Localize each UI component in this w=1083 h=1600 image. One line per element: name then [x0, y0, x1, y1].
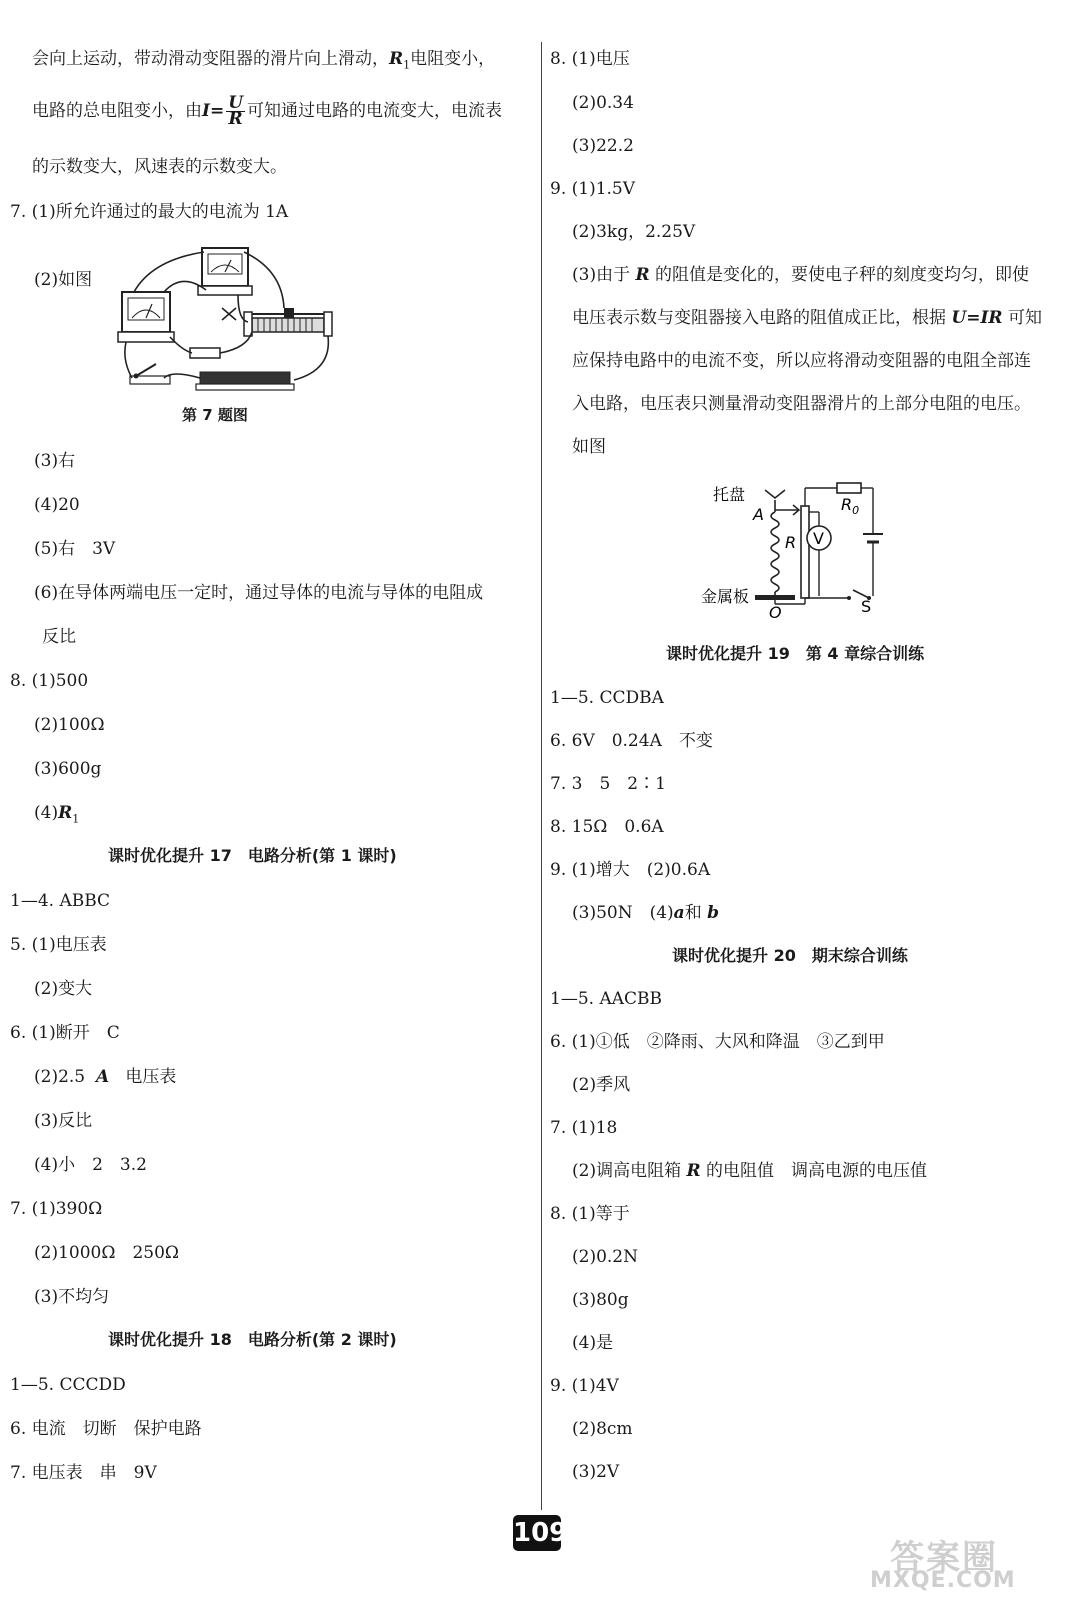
- q7-part-2: (2)如图: [34, 270, 93, 290]
- intro-line-1: [32, 48, 495, 76]
- label-tray: 托盘: [713, 485, 746, 504]
- intro-text-2a: 电路的总电阻变小，由: [32, 101, 202, 121]
- q7-figure-caption: 第 7 题图: [182, 406, 248, 424]
- q8-part-2: (2)100Ω: [34, 715, 105, 735]
- s17-q7-part-2: (2)1000Ω 250Ω: [34, 1243, 179, 1263]
- s17-q5-part-2: (2)变大: [34, 979, 93, 999]
- metal-plate-icon: [755, 595, 795, 600]
- section-heading-20: 课时优化提升 20 期末综合训练: [672, 946, 908, 965]
- q7-part-6-line-1: (6)在导体两端电压一定时，通过导体的电流与导体的电阻成: [34, 583, 484, 603]
- s18-q6: 6. 电流 切断 保护电路: [10, 1419, 202, 1439]
- s18-answers-1-5: 1—5. CCCDD: [10, 1375, 126, 1395]
- ammeter-icon: [118, 292, 174, 342]
- rheostat-r-icon: [801, 506, 809, 598]
- page-number: 109: [513, 1515, 561, 1551]
- q9-circuit-figure: [701, 478, 888, 622]
- s17-q6-part-3: (3)反比: [34, 1111, 93, 1131]
- spring-icon: [771, 500, 779, 596]
- q8-part-4-subscript: 1: [72, 812, 80, 826]
- s17-q6-part-2-value: (2)2.5: [34, 1067, 86, 1087]
- apparatus-drawing: [112, 240, 342, 400]
- label-metal-plate: 金属板: [701, 587, 750, 606]
- q9-3-r-symbol: R: [635, 265, 650, 285]
- voltmeter-icon: [198, 248, 252, 295]
- tray-icon: [765, 490, 785, 498]
- s17-q5-part-1: 5. (1)电压表: [10, 935, 107, 955]
- s20-q8-part-1: 8. (1)等于: [550, 1204, 630, 1224]
- intro-text-1b: 电阻变小，: [410, 49, 496, 69]
- label-s: S: [861, 597, 872, 616]
- s19-q9-line-1: 9. (1)增大 (2)0.6A: [550, 860, 711, 880]
- s19-q6: 6. 6V 0.24A 不变: [550, 731, 713, 751]
- label-r0-letter: R: [841, 495, 853, 514]
- q8-part-4: [34, 802, 79, 830]
- s20-q8-part-2: (2)0.2N: [572, 1247, 638, 1267]
- s20-q7-part-2: [572, 1160, 927, 1182]
- s20-q7-part-1: 7. (1)18: [550, 1118, 618, 1138]
- s20-q6-part-1: 6. (1)①低 ②降雨、大风和降温 ③乙到甲: [550, 1032, 885, 1052]
- q9-3-text-b: 的阻值是变化的，要使电子秤的刻度变均匀，即使: [655, 265, 1030, 285]
- s17-q7-part-1: 7. (1)390Ω: [10, 1199, 103, 1219]
- formula-fraction: [226, 93, 245, 129]
- r-q9-part-3-line-5: 如图: [572, 437, 606, 457]
- intro-r1-symbol: R: [389, 49, 404, 69]
- label-a: A: [753, 505, 764, 524]
- q7-part-1: 7. (1)所允许通过的最大的电流为 1A: [10, 202, 289, 222]
- s20-q7-text-b: 的电阻值 调高电源的电压值: [706, 1161, 928, 1181]
- s19-q9-and: 和: [684, 903, 702, 923]
- s19-q9-letter-b: b: [707, 903, 719, 923]
- s17-q6-part-4: (4)小 2 3.2: [34, 1155, 147, 1175]
- s19-q8: 8. 15Ω 0.6A: [550, 817, 664, 837]
- q7-part-3: (3)右: [34, 451, 76, 471]
- formula-denominator: R: [228, 109, 243, 129]
- r-q8-part-1: 8. (1)电压: [550, 49, 630, 69]
- r-q9-part-1: 9. (1)1.5V: [550, 179, 636, 199]
- s19-q9-letter-a: a: [673, 903, 685, 923]
- intro-line-2: [32, 93, 503, 129]
- s20-q8-part-3: (3)80g: [572, 1290, 629, 1310]
- s20-q8-part-4: (4)是: [572, 1333, 614, 1353]
- s20-q7-text-a: (2)调高电阻箱: [572, 1161, 682, 1181]
- intro-text-2b: 可知通过电路的电流变大，电流表: [247, 101, 503, 121]
- s17-q6-part-1: 6. (1)断开 C: [10, 1023, 120, 1043]
- switch-icon: [130, 364, 170, 384]
- resistor-icon: [190, 348, 220, 358]
- q7-part-5: (5)右 3V: [34, 539, 116, 559]
- r-q9-part-3-line-3: 应保持电路中的电流不变，所以应将滑动变阻器的电阻全部连: [572, 351, 1031, 371]
- intro-text-1a: 会向上运动，带动滑动变阻器的滑片向上滑动，: [32, 49, 389, 69]
- intro-line-3: 的示数变大，风速表的示数变大。: [32, 157, 287, 177]
- label-r0: [841, 495, 859, 517]
- column-divider: [541, 42, 542, 1510]
- r-q9-part-3-line-4: 入电路，电压表只测量滑动变阻器滑片的上部分电阻的电压。: [572, 394, 1031, 414]
- s20-q7-r-symbol: R: [686, 1161, 701, 1181]
- q9-3-text-a: (3)由于: [572, 265, 631, 285]
- circuit-drawing: [701, 478, 888, 622]
- r-q8-part-3: (3)22.2: [572, 136, 634, 156]
- s20-q6-part-2: (2)季风: [572, 1075, 631, 1095]
- s20-q9-part-2: (2)8cm: [572, 1419, 633, 1439]
- s19-q9-line-2: [572, 902, 719, 924]
- s18-q7: 7. 电压表 串 9V: [10, 1463, 157, 1483]
- resistor-r0-icon: [837, 483, 861, 493]
- r-q8-part-2: (2)0.34: [572, 93, 634, 113]
- s17-q6-part-2-meter: 电压表: [125, 1067, 177, 1087]
- q9-3-formula: U=IR: [951, 308, 1003, 328]
- q7-part-6-line-2: 反比: [42, 627, 76, 647]
- q7-part-4: (4)20: [34, 495, 80, 515]
- label-o: O: [769, 603, 782, 622]
- formula-numerator: U: [228, 93, 244, 113]
- section-heading-18: 课时优化提升 18 电路分析(第 2 课时): [108, 1330, 397, 1349]
- label-r: R: [785, 533, 797, 552]
- s17-q6-part-2-letter: A: [95, 1067, 110, 1087]
- s20-answers-1-5: 1—5. AACBB: [550, 989, 662, 1009]
- s19-q9-text-a: (3)50N (4): [572, 903, 674, 923]
- intro-r1-subscript: 1: [403, 58, 411, 72]
- watermark-logo: 答案圈: [890, 1538, 998, 1578]
- s17-answers-1-4: 1—4. ABBC: [10, 891, 111, 911]
- watermark-url: MXQE.COM: [870, 1568, 1016, 1593]
- label-r0-subscript: 0: [852, 504, 860, 517]
- rheostat-icon: [244, 308, 332, 336]
- s20-q9-part-1: 9. (1)4V: [550, 1376, 619, 1396]
- q8-part-4-prefix: (4): [34, 803, 59, 823]
- r-q9-part-3-line-1: [572, 264, 1029, 286]
- q8-part-1: 8. (1)500: [10, 671, 89, 691]
- s19-q7: 7. 3 5 2∶1: [550, 774, 666, 794]
- q9-3-text-c: 电压表示数与变阻器接入电路的阻值成正比，根据: [572, 308, 946, 328]
- s20-q9-part-3: (3)2V: [572, 1462, 620, 1482]
- s17-q6-part-2: [34, 1066, 176, 1088]
- q8-part-3: (3)600g: [34, 759, 102, 779]
- battery-icon: [196, 372, 294, 390]
- q9-3-text-d: 可知: [1007, 308, 1042, 328]
- r-q9-part-2: (2)3kg，2.25V: [572, 222, 696, 242]
- q8-part-4-r-symbol: R: [58, 803, 73, 823]
- section-heading-19: 课时优化提升 19 第 4 章综合训练: [666, 644, 925, 663]
- label-v: V: [813, 529, 824, 548]
- formula-lhs: I=: [202, 101, 225, 121]
- s17-q7-part-3: (3)不均匀: [34, 1287, 110, 1307]
- s19-answers-1-5: 1—5. CCDBA: [550, 688, 664, 708]
- section-heading-17: 课时优化提升 17 电路分析(第 1 课时): [108, 846, 397, 865]
- q7-apparatus-figure: [112, 240, 342, 400]
- r-q9-part-3-line-2: [572, 307, 1042, 329]
